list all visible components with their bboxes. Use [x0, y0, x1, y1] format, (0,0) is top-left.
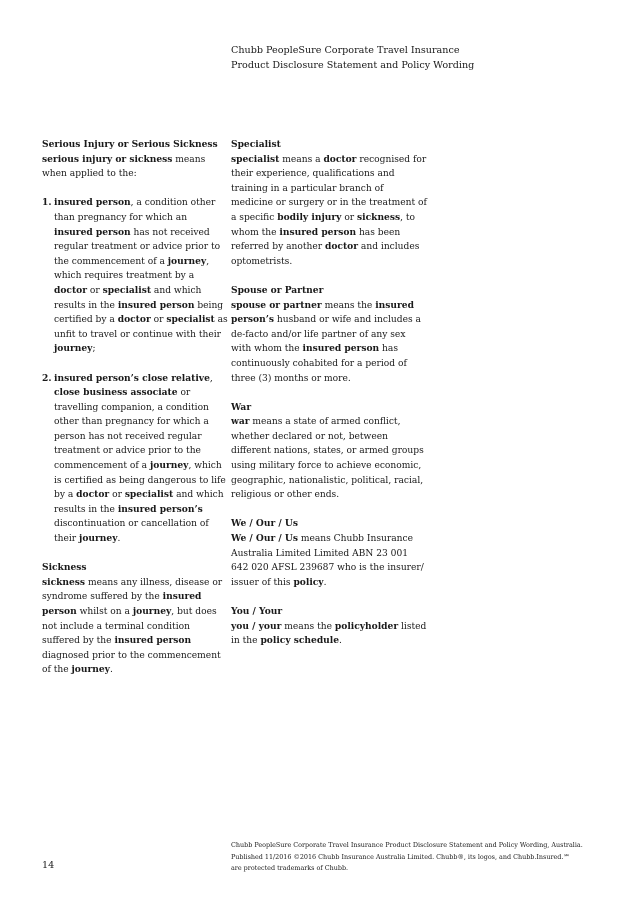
definition-text	[231, 153, 427, 270]
defined-term: journey	[54, 343, 93, 355]
footer-line: Chubb PeopleSure Corporate Travel Insurance Product Disclosure Statement and Policy Wording, Australia.	[231, 841, 583, 849]
definition-intro: means	[172, 154, 206, 165]
list-item-text	[54, 372, 228, 547]
defined-term: sickness	[42, 576, 86, 588]
left-column	[42, 138, 228, 693]
definition-text-run: diagnosed prior to the commencement of the	[42, 650, 221, 676]
definition-text	[231, 532, 427, 590]
defined-term: specialist	[231, 153, 280, 165]
definition-text-run: has been referred by another	[231, 227, 401, 253]
definition-text-run: has not received regular treatment or advice prior to the commencement of a	[54, 227, 221, 267]
header-title: Chubb PeopleSure Corporate Travel Insurance	[231, 45, 460, 56]
section-heading: Specialist	[231, 139, 281, 150]
defined-term: insured person’s	[231, 299, 414, 326]
defined-term: specialist	[102, 284, 152, 296]
sickness-section	[42, 561, 228, 678]
defined-term: policy schedule	[260, 635, 340, 647]
defined-term: insured person’s	[117, 503, 203, 515]
defined-term: insured person’s close relative	[54, 372, 210, 384]
document-footer	[231, 840, 601, 875]
defined-term: We / Our / Us	[231, 533, 298, 545]
defined-term: doctor	[323, 153, 357, 165]
definition-text-run: has continuously cohabited for a period of three (3) months or more.	[231, 344, 407, 384]
spouse-section	[231, 284, 427, 386]
definition-text-run: and includes optometrists.	[231, 242, 420, 267]
defined-term: journey	[167, 255, 207, 267]
definition-text-run: means the	[321, 300, 376, 311]
war-section	[231, 401, 427, 503]
section-heading: Serious Injury or Serious Sickness	[42, 139, 218, 150]
defined-term: journey	[71, 664, 110, 676]
document-header	[231, 44, 474, 73]
definition-text-run: as unfit to travel or continue with their	[54, 315, 228, 340]
section-heading: We / Our / Us	[231, 518, 298, 530]
defined-term: insured person	[117, 299, 195, 311]
we-section	[231, 517, 427, 590]
defined-term: insured person	[42, 591, 202, 617]
definition-text-run: means the	[281, 621, 335, 632]
definition-text-run: listed in the	[231, 621, 427, 647]
section-heading: You / Your	[231, 606, 283, 617]
definition-text-run: or	[341, 212, 358, 223]
definition-text-run: , a condition other than pregnancy for which an	[54, 198, 216, 223]
definition-text-run: whilst on a	[76, 607, 133, 617]
list-item-number: 1.	[42, 197, 52, 209]
defined-term: sickness	[357, 211, 401, 223]
definition-text-run: means a	[279, 154, 324, 165]
defined-term: doctor	[117, 314, 151, 326]
defined-term: doctor	[54, 284, 88, 296]
defined-term: journey	[79, 533, 118, 545]
definition-text-run: , which is certified as being dangerous to life by a	[54, 461, 226, 501]
definition-text-run: discontinuation or cancellation of their	[54, 519, 209, 545]
header-subtitle: Product Disclosure Statement and Policy Wording	[231, 59, 475, 71]
defined-term: insured person	[114, 635, 192, 647]
definition-text-run: ;	[92, 344, 96, 355]
page-number: 14	[42, 860, 55, 871]
definition-text-run: .	[117, 534, 121, 545]
serious-injury-section	[42, 138, 228, 182]
definition-text-run: or	[150, 315, 167, 326]
definition-intro-cont: when applied to the:	[42, 169, 137, 180]
section-heading: Sickness	[42, 562, 87, 574]
definition-text	[42, 576, 228, 678]
defined-term: insured person	[54, 197, 131, 209]
defined-term: insured person	[302, 343, 380, 355]
definition-text-run: , which requires treatment by a	[54, 256, 210, 282]
definition-text-run: being certified by a	[54, 300, 224, 326]
footer-line: Published 11/2016 ©2016 Chubb Insurance Australia Limited. Chubb®, its logos, and Chubb.Insured.℠	[231, 852, 570, 861]
section-heading: Spouse or Partner	[231, 284, 324, 296]
defined-term: you / your	[231, 620, 282, 632]
definition-text-run: , but does not include a terminal condition suffered by the	[42, 607, 217, 647]
definition-text-run: means Chubb Insurance Australia Limited Limited ABN 23 001 642 020 AFSL 239687 who is the insurer/ issuer of this	[231, 534, 424, 588]
footer-line: are protected trademarks of Chubb.	[231, 864, 349, 872]
defined-term: serious injury or sickness	[42, 153, 173, 165]
specialist-section	[231, 138, 427, 269]
list-item	[42, 196, 228, 357]
defined-term: war	[231, 416, 250, 428]
definition-text-run: , to whom the	[231, 212, 416, 238]
definition-text-run: and which results in the	[54, 285, 202, 311]
defined-term: doctor	[76, 489, 110, 501]
defined-term: specialist	[166, 314, 215, 326]
definition-text	[231, 620, 427, 649]
defined-term: bodily injury	[277, 211, 342, 223]
defined-term: policyholder	[334, 620, 399, 632]
defined-term: specialist	[124, 489, 174, 501]
defined-term: insured person	[279, 226, 357, 238]
definition-text-run: or travelling companion, a condition other than pregnancy for which a person has not received regular treatment or advice prior to the commencement of a	[54, 388, 209, 472]
section-heading: War	[231, 401, 252, 413]
definition-text-run: .	[323, 577, 327, 588]
list-item-number: 2.	[42, 372, 52, 384]
you-section	[231, 605, 427, 649]
definition-text-run: or	[109, 490, 125, 501]
list-item	[42, 372, 228, 547]
definition-text-run: or	[87, 285, 103, 296]
definition-text-run: means any illness, disease or syndrome suffered by the	[42, 577, 223, 603]
definition-text	[231, 415, 427, 503]
definition-text-run: .	[109, 665, 113, 676]
definition-text	[42, 153, 228, 182]
list-item-text	[54, 196, 228, 357]
definition-text-run: means a state of armed conflict, whether declared or not, between different nations, states, or armed groups using military force to achieve economic, geographic, nationalistic, political, racial, religious or other ends.	[231, 417, 424, 501]
right-column	[231, 138, 427, 663]
defined-term: doctor	[325, 241, 359, 253]
definition-text-run: recognised for their experience, qualifications and training in a particular branch of medicine or surgery or in the treatment of a specific	[231, 154, 427, 223]
definition-text-run: and which results in the	[54, 490, 224, 515]
defined-term: close business associate	[54, 387, 178, 399]
defined-term: policy	[293, 576, 324, 588]
defined-term: journey	[149, 460, 189, 472]
defined-term: journey	[132, 606, 172, 617]
defined-term: insured person	[54, 226, 131, 238]
definition-text-run: husband or wife and includes a de-facto and/or life partner of any sex with whom the	[231, 315, 421, 355]
definition-text-run: .	[339, 636, 342, 647]
definition-text-run: ,	[209, 373, 213, 384]
defined-term: spouse or partner	[231, 299, 322, 311]
definition-text	[231, 299, 427, 387]
